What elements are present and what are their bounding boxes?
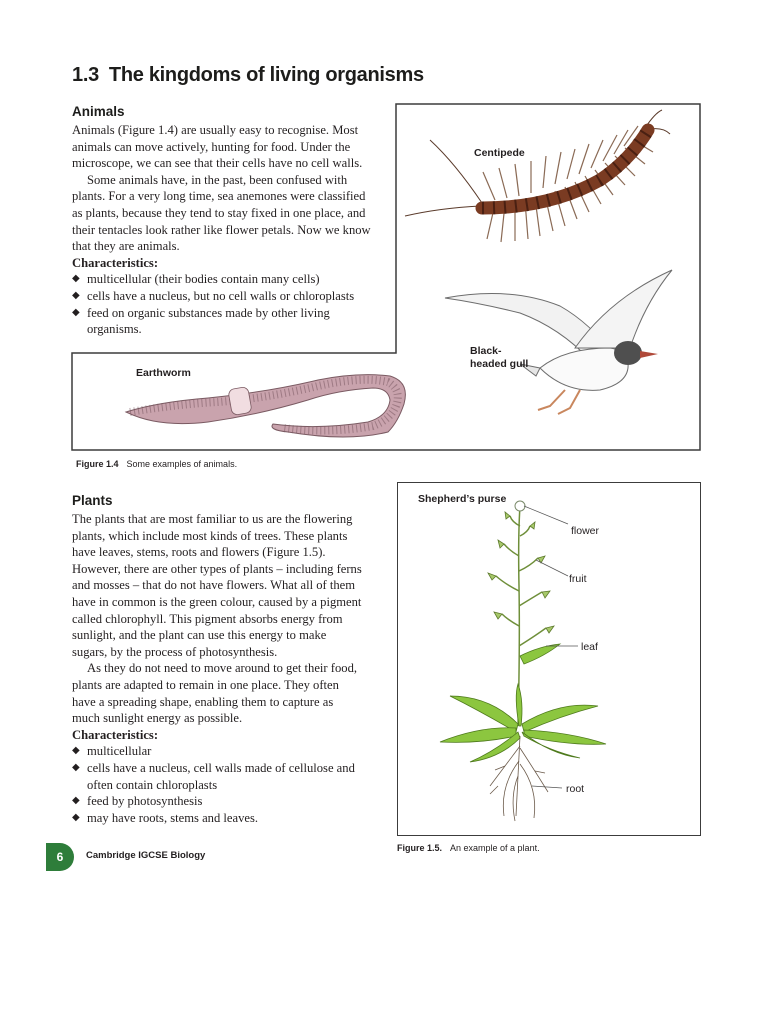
earthworm-label: Earthworm (136, 367, 191, 379)
figure-1-5-caption (397, 843, 540, 853)
list-item-text: cells have a nucleus, but no cell walls or chloroplasts (87, 288, 355, 303)
leaf-label: leaf (581, 641, 598, 653)
page-number-tab: 6 (46, 843, 74, 871)
list-item-text: feed on organic substances made by other living organisms. (87, 305, 330, 337)
figure-1-5-caption-text: An example of a plant. (450, 843, 540, 853)
list-item-text: multicellular (87, 744, 152, 759)
diamond-bullet-icon: ◆ (72, 761, 80, 773)
diamond-bullet-icon: ◆ (72, 289, 80, 301)
plants-paragraph-1: The plants that are most familiar to us are the flowering plants, which include most kinds of trees. These plants have leaves, stems, roots and flowers (Figure 1.5). However, there are other types of plants – including ferns and mosses – that do not have flowers. What all of them have in common is the green colour, caused by a pigment called chlorophyll. This pigment absorbs energy from sunlight, and the plant can use this energy to make sugars, by the process of photosynthesis. (72, 512, 362, 659)
list-item-text: may have roots, stems and leaves. (87, 810, 259, 825)
animals-paragraph-1: Animals (Figure 1.4) are usually easy to recognise. Most animals can move actively, hunting for food. Under the microscope, we can see that their cells have no cell walls. (72, 123, 363, 171)
book-title: Cambridge IGCSE Biology (86, 850, 206, 861)
plants-text (72, 511, 364, 826)
diamond-bullet-icon: ◆ (72, 273, 80, 285)
list-item (72, 760, 364, 793)
animals-paragraph-2: Some animals have, in the past, been confused with plants. For a very long time, sea anemones were classified as plants, because they tend to stay fixed in one place, and their tentacles look rather like flower petals. Now we know that they are animals. (72, 172, 371, 254)
plant-illustration (420, 496, 620, 826)
root-label: root (566, 783, 585, 795)
animals-heading: Animals (72, 104, 125, 119)
plants-paragraph-2: As they do not need to move around to get their food, plants are adapted to remain in one place. They often have a spreading shape, enabling them to capture as much sunlight energy as possible. (72, 661, 358, 726)
section-heading: The kingdoms of living organisms (108, 64, 424, 86)
plants-heading: Plants (72, 493, 113, 508)
animals-characteristics-heading: Characteristics: (72, 255, 159, 270)
list-item-text: feed by photosynthesis (87, 794, 203, 809)
centipede-illustration (400, 108, 700, 258)
gull-label-line-2: headed gull (470, 358, 529, 370)
plants-characteristics-heading: Characteristics: (72, 727, 159, 742)
figure-1-4-caption-text: Some examples of animals. (126, 459, 238, 469)
list-item (72, 743, 364, 760)
figure-1-4-caption-number: Figure 1.4 (76, 459, 119, 469)
list-item-text: multicellular (their bodies contain many cells) (87, 272, 320, 287)
gull-label (470, 345, 528, 371)
plants-characteristics-list (72, 743, 364, 826)
list-item-text: cells have a nucleus, cell walls made of cellulose and often contain chloroplasts (87, 760, 355, 792)
list-item (72, 793, 364, 810)
flower-label: flower (571, 525, 600, 537)
fruit-label: fruit (569, 573, 587, 585)
diamond-bullet-icon: ◆ (72, 745, 80, 757)
list-item (72, 810, 364, 827)
diamond-bullet-icon: ◆ (72, 795, 80, 807)
shepherds-purse-title: Shepherd’s purse (418, 493, 507, 505)
section-number: 1.3 (72, 64, 99, 86)
figure-1-4-caption (76, 459, 237, 469)
diamond-bullet-icon: ◆ (72, 811, 80, 823)
centipede-label: Centipede (474, 147, 525, 159)
figure-1-5-caption-number: Figure 1.5. (397, 843, 443, 853)
gull-label-line-1: Black- (470, 345, 502, 357)
diamond-bullet-icon: ◆ (72, 306, 80, 318)
